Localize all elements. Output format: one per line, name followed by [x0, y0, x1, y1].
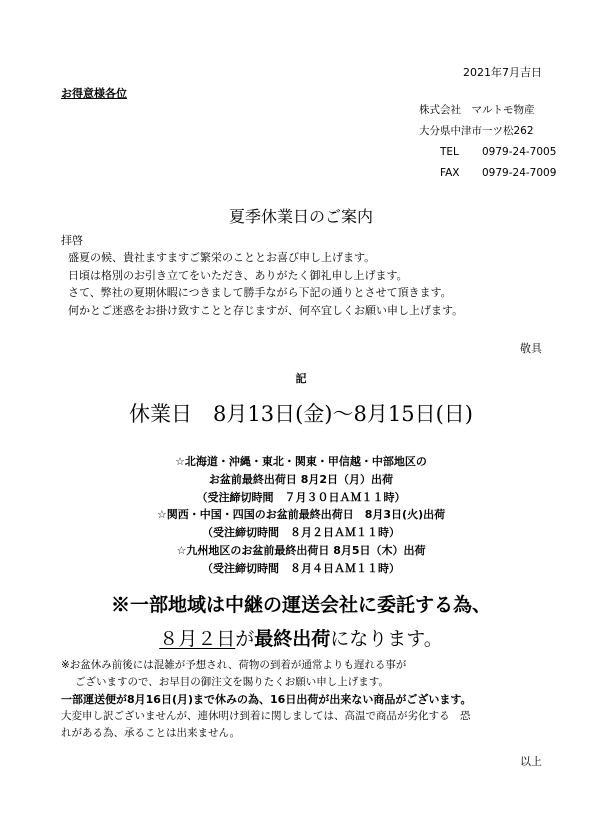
schedule-line: ☆九州地区のお盆前最終出荷日 8月5日（木）出荷	[176, 543, 426, 557]
note-line: ※お盆休み前後には混雑が予想され、荷物の到着が通常よりも遅れる事が	[61, 659, 407, 671]
schedule-line: （受注締切時間 ８月４日ＡＭ１１時）	[202, 561, 400, 575]
notice-date: ８月２日	[159, 628, 236, 650]
notice-ending: になります。	[330, 628, 443, 650]
sender-company: 株式会社 マルトモ物産	[419, 104, 535, 116]
notice-line-2	[0, 624, 602, 651]
notes-block	[61, 657, 471, 742]
schedule-line: お盆前最終出荷日 8月2日（月）出荷	[208, 472, 394, 486]
body-line: 盛夏の候、貴社ますますご繁栄のこととお喜び申し上げます。	[68, 251, 376, 264]
note-line: れがある為、承ることは出来ません。	[61, 727, 241, 739]
tel-number: 0979-24-7005	[482, 146, 557, 158]
body-line: さて、弊社の夏期休暇につきまして勝手ながら下記の通りとさせて頂きます。	[68, 286, 452, 299]
schedule-line: （受注締切時間 ８月２日ＡＭ１１時）	[202, 526, 400, 540]
document-title: 夏季休業日のご案内	[228, 207, 373, 226]
note-line: 大変申し訳ございませんが、連休明け到着に関しましては、高温で商品が劣化する 恐	[61, 710, 471, 722]
schedule-line: （受注締切時間 ７月３０日ＡＭ１１時）	[196, 490, 406, 504]
tel-label: TEL	[440, 146, 459, 158]
letter-body	[68, 249, 463, 319]
fax-label: FAX	[440, 167, 460, 179]
end-mark: 以上	[520, 755, 542, 768]
note-warning: 一部運送便が8月16日(月)まで休みの為、16日出荷が出来ない商品がございます。	[61, 693, 472, 706]
shipping-schedule	[0, 453, 602, 578]
recipient: お得意様各位	[61, 87, 127, 100]
schedule-line: ☆北海道・沖縄・東北・関東・甲信越・中部地区の	[175, 455, 427, 468]
sender-tel	[419, 142, 556, 163]
sender-fax	[419, 163, 556, 184]
sender-block	[419, 100, 556, 184]
notice-line-1: ※一部地域は中継の運送会社に委託する為、	[110, 594, 491, 616]
note-line: ございますので、お早目の御注文を賜りたくお願い申し上げます。	[75, 676, 389, 688]
fax-number: 0979-24-7009	[482, 167, 557, 179]
body-line: 何かとご迷惑をお掛け致すことと存じますが、何卒宜しくお願い申し上げます。	[68, 303, 464, 317]
holiday-period: 休業日 8月13日(金)～8月15日(日)	[129, 402, 473, 426]
schedule-line: ☆関西・中国・四国のお盆前最終出荷日 8月3日(火)出荷	[156, 508, 446, 522]
issue-date: 2021年7月吉日	[463, 66, 542, 79]
closing-phrase: 敬具	[520, 342, 542, 355]
notice-particle: が	[235, 628, 255, 650]
body-line: 日頃は格別のお引き立てをいただき、ありがたく御礼申し上げます。	[68, 268, 408, 282]
ki-heading: 記	[295, 372, 307, 385]
sender-address: 大分県中津市一ツ松262	[419, 125, 534, 137]
notice-final-shipping: 最終出荷	[254, 628, 331, 650]
greeting: 拝啓	[61, 234, 83, 247]
